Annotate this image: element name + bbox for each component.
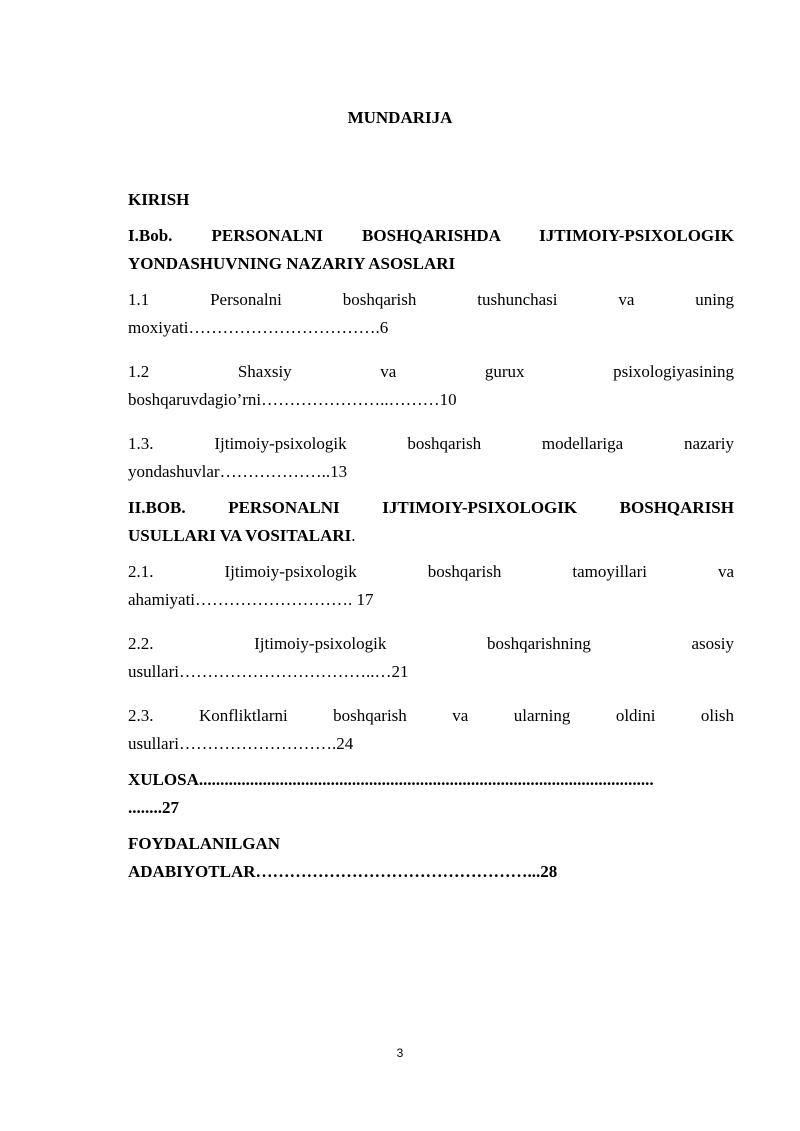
toc-section-2-3-line1: 2.3. Konfliktlarni boshqarish va ularning oldini olish xyxy=(128,706,734,725)
toc-section-2-2-line1: 2.2. Ijtimoiy-psixologik boshqarishning asosiy xyxy=(128,634,734,653)
toc-adabiyot-line2: ADABIYOTLAR…………………………………………...28 xyxy=(128,862,558,881)
toc-chapter2-line2: USULLARI VA VOSITALARI xyxy=(128,526,352,545)
toc-xulosa-line2: ........27 xyxy=(128,798,179,817)
toc-chapter2-line2-wrap xyxy=(128,522,734,550)
toc-section-1-2-line2: boshqaruvdagio’rni…………………..………10 xyxy=(128,390,457,409)
toc-kirish: KIRISH xyxy=(128,190,190,209)
toc-chapter2-line2-period: . xyxy=(351,526,356,545)
page-title: MUNDARIJA xyxy=(347,108,453,127)
toc-section-2-3-line2: usullari……………………….24 xyxy=(128,734,354,753)
toc-section-2-1-line2: ahamiyati………………………. 17 xyxy=(128,590,374,609)
toc-section-1-3-line2: yondashuvlar………………..13 xyxy=(128,462,348,481)
toc-section-2-2-line2: usullari……………………………..…21 xyxy=(128,662,409,681)
toc-chapter1-line1: I.Bob. PERSONALNI BOSHQARISHDA IJTIMOIY-PSIXOLOGIK xyxy=(128,226,734,245)
toc-section-1-3-line1: 1.3. Ijtimoiy-psixologik boshqarish modellariga nazariy xyxy=(128,434,734,453)
toc-section-1-2-line1: 1.2 Shaxsiy va gurux psixologiyasining xyxy=(128,362,734,381)
toc-xulosa-line1: XULOSA........................................................................................................... xyxy=(128,770,654,789)
page-number: 3 xyxy=(396,1046,404,1060)
toc-section-1-1-line2: moxiyati…………………………….6 xyxy=(128,318,389,337)
toc-adabiyot-line1: FOYDALANILGAN xyxy=(128,834,281,853)
table-of-contents xyxy=(128,186,734,886)
toc-section-1-1-line1: 1.1 Personalni boshqarish tushunchasi va uning xyxy=(128,290,734,309)
toc-chapter1-line2: YONDASHUVNING NAZARIY ASOSLARI xyxy=(128,254,456,273)
toc-section-2-1-line1: 2.1. Ijtimoiy-psixologik boshqarish tamoyillari va xyxy=(128,562,734,581)
toc-chapter2-line1: II.BOB. PERSONALNI IJTIMOIY-PSIXOLOGIK BOSHQARISH xyxy=(128,498,734,517)
